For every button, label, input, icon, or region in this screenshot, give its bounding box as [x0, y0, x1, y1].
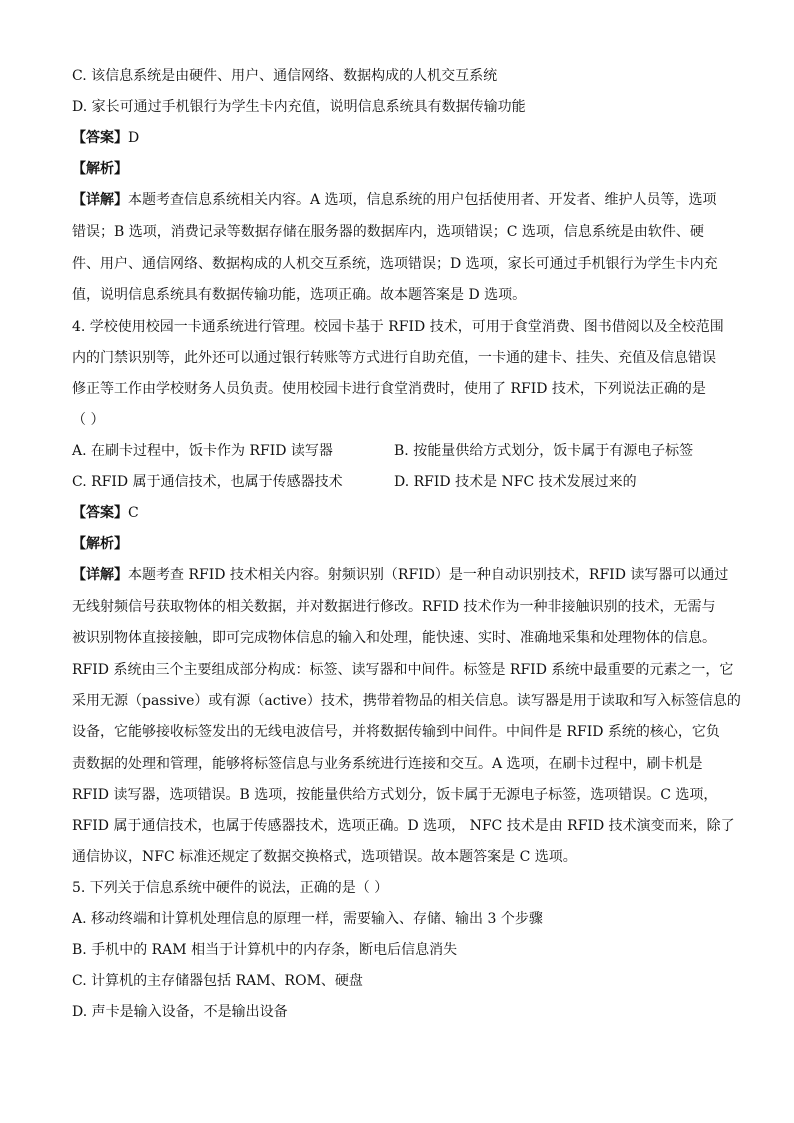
q4-detail-line: 设备，它能够接收标签发出的无线电波信号，并将数据传输到中间件。中间件是 RFID 系统的核心，它负 [72, 724, 720, 740]
q5-option-a: A. 移动终端和计算机处理信息的原理一样，需要输入、存储、输出 3 个步骤 [72, 911, 543, 927]
q5-option-c: C. 计算机的主存储器包括 RAM、ROM、硬盘 [72, 973, 363, 989]
detail-label: 【详解】 [72, 567, 128, 583]
q4-stem-line: 修正等工作由学校财务人员负责。使用校园卡进行食堂消费时，使用了 RFID 技术，下列说法正确的是 [72, 381, 706, 397]
q4-detail-line: 被识别物体直接接触，即可完成物体信息的输入和处理，能快速、实时、准确地采集和处理物体的信息。 [72, 630, 716, 646]
q4-detail-line: RFID 属于通信技术，也属于传感器技术，选项正确。D 选项， NFC 技术是由 RFID 技术演变而来，除了 [72, 818, 735, 834]
q4-option-a: A. 在刷卡过程中，饭卡作为 RFID 读写器 [72, 443, 333, 459]
q4-detail-line: RFID 读写器，选项错误。B 选项，按能量供给方式划分，饭卡属于无源电子标签，选项错误。C 选项， [72, 787, 718, 803]
q5-option-b: B. 手机中的 RAM 相当于计算机中的内存条，断电后信息消失 [72, 942, 458, 958]
q4-answer [72, 503, 139, 523]
detail-text: 本题考查 RFID 技术相关内容。射频识别（RFID）是一种自动识别技术，RFID 读写器可以通过 [128, 567, 729, 583]
q3-detail-line: 错误；B 选项，消费记录等数据存储在服务器的数据库内，选项错误；C 选项，信息系统是由软件、硬 [72, 224, 704, 240]
q4-option-d: D. RFID 技术是 NFC 技术发展过来的 [394, 474, 637, 490]
q3-detail-line: 值，说明信息系统具有数据传输功能，选项正确。故本题答案是 D 选项。 [72, 287, 527, 303]
answer-label: 【答案】 [72, 130, 128, 146]
q4-detail-line: 通信协议，NFC 标准还规定了数据交换格式，选项错误。故本题答案是 C 选项。 [72, 849, 577, 865]
q3-detail-line [72, 190, 717, 210]
q4-detail-line [72, 565, 728, 585]
q5-stem: 5. 下列关于信息系统中硬件的说法，正确的是（ ） [72, 880, 389, 896]
answer-label: 【答案】 [72, 505, 128, 521]
q4-stem-line: 4. 学校使用校园一卡通系统进行管理。校园卡基于 RFID 技术，可用于食堂消费、图书借阅以及全校范围 [72, 319, 724, 335]
q4-detail-line: 责数据的处理和管理，能够将标签信息与业务系统进行连接和交互。A 选项，在刷卡过程中，刷卡机是 [72, 756, 703, 772]
q3-answer [72, 128, 139, 148]
q3-analysis-label: 【解析】 [72, 161, 128, 177]
q4-analysis-label: 【解析】 [72, 536, 128, 552]
q5-option-d: D. 声卡是输入设备，不是输出设备 [72, 1004, 288, 1020]
q4-stem-line: 内的门禁识别等，此外还可以通过银行转账等方式进行自助充值，一卡通的建卡、挂失、充值及信息错误 [72, 350, 716, 366]
detail-text: 本题考查信息系统相关内容。A 选项，信息系统的用户包括使用者、开发者、维护人员等，选项 [128, 192, 717, 208]
q4-detail-line: RFID 系统由三个主要组成部分构成：标签、读写器和中间件。标签是 RFID 系统中最重要的元素之一，它 [72, 662, 734, 678]
answer-value: D [128, 130, 140, 146]
q4-stem-line: （ ） [72, 412, 105, 428]
detail-label: 【详解】 [72, 192, 128, 208]
q4-detail-line: 采用无源（passive）或有源（active）技术，携带着物品的相关信息。读写器是用于读取和写入标签信息的 [72, 693, 741, 709]
q3-detail-line: 件、用户、通信网络、数据构成的人机交互系统，选项错误；D 选项，家长可通过手机银行为学生卡内充 [72, 256, 718, 272]
q4-detail-line: 无线射频信号获取物体的相关数据，并对数据进行修改。RFID 技术作为一种非接触识别的技术，无需与 [72, 599, 716, 615]
answer-value: C [128, 505, 139, 521]
q3-option-d: D. 家长可通过手机银行为学生卡内充值，说明信息系统具有数据传输功能 [72, 99, 526, 115]
q4-option-b: B. 按能量供给方式划分，饭卡属于有源电子标签 [394, 443, 694, 459]
q3-option-c: C. 该信息系统是由硬件、用户、通信网络、数据构成的人机交互系统 [72, 68, 498, 84]
q4-option-c: C. RFID 属于通信技术，也属于传感器技术 [72, 474, 343, 490]
